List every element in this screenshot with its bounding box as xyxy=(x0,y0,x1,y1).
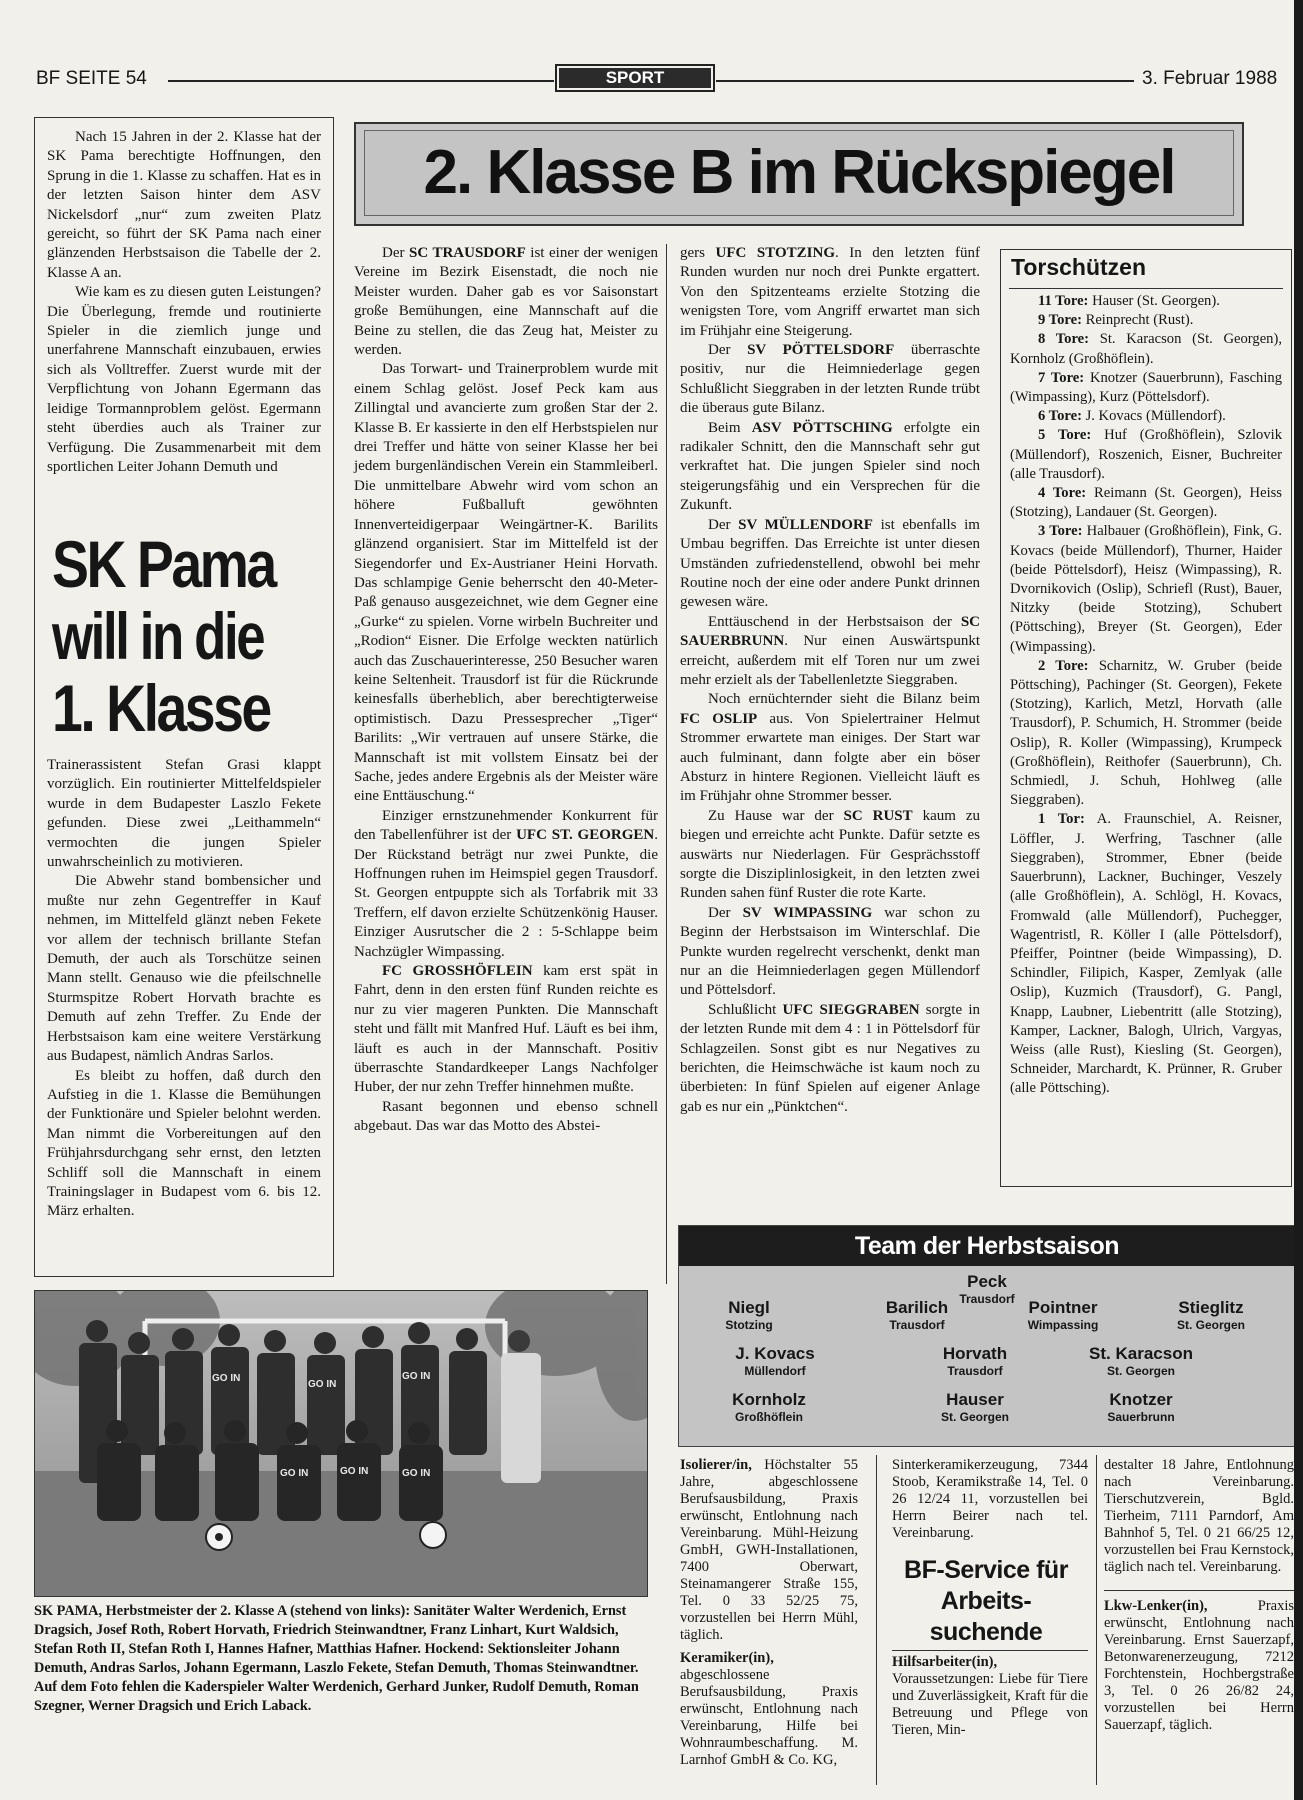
paragraph: Noch ernüchternder sieht die Bilanz beim FC OSLIP aus. Von Spielertrainer Helmut Strommer erwartete man einiges. Der Start war auch fulminant, dann folgte aber ein böser Absturz in hintere Regionen. Vielleicht läuft es im Frühjahr ohne Strommer besser. xyxy=(680,691,981,805)
team-photo-image xyxy=(35,1291,648,1597)
list-item: 5 Tore: Huf (Großhöflein), Szlovik (Müllendorf), Roszenich, Eisner, Buchreiter (alle Trausdorf). xyxy=(1010,427,1282,482)
torschuetzen-box xyxy=(1000,249,1292,1187)
team-player: Peck Trausdorf xyxy=(959,1272,1015,1306)
ad-title: Isolierer/in, xyxy=(680,1457,752,1473)
bf-service-heading: BF-Service für Arbeits- suchende xyxy=(904,1556,1068,1646)
ad-isolierer: Isolierer/in, Höchstalter 55 Jahre, abgeschlossene Berufsausbildung, Praxis erwünscht, Entlohnung nach Vereinbarung. Mühl-Heizung GmbH, GWH-Installationen, 7400 Oberwart, Steinamangerer Straße 155, Tel. 0 33 52/25 75, vorzustellen bei Herrn Mühl, täglich. xyxy=(680,1457,858,1643)
list-item: 2 Tore: Scharnitz, W. Gruber (beide Pöttsching), Pachinger (St. Georgen), Fekete (Stotzing), Karlich, Metzl, Horvath (alle Trausdorf), P. Schumich, H. Strommer (beide Oslip), R. Koller (Wimpassing), Krumpeck (Großhöflein), Reithofer (Sauerbrunn), Ch. Schmiedl, J. Schuh, Hohlweg (alle Sieggraben). xyxy=(1010,657,1282,809)
list-item: 4 Tore: Reimann (St. Georgen), Heiss (Stotzing), Landauer (St. Georgen). xyxy=(1010,485,1282,521)
list-item: 3 Tore: Halbauer (Großhöflein), Fink, G. Kovacs (beide Müllendorf), Thurner, Haider (beide Pöttelsdorf), Heisz (Wimpassing), R. Dvornikovich (Oslip), Schriefl (Rust), Bauer, Nitzky (beide Stotzing), Schubert (Pöttsching), Breyer (St. Georgen), Eder (Wimpassing). xyxy=(1010,523,1282,655)
torschuetzen-title-rule xyxy=(1009,288,1283,289)
pama-body xyxy=(47,756,321,1222)
paragraph: Einziger ernstzunehmender Konkurrent für den Tabellenführer ist der UFC ST. GEORGEN. Der Rückstand beträgt nur zwei Punkte, die Hoffnungen ruhen im Heimspiel gegen Trausdorf. St. Georgen entpuppte sich als Torfabrik mit 33 Treffern, elf davon erzielte Schützenkönig Hauser. Einziger Ausrutscher die 2 : 5-Schlappe beim Nachzügler Wimpassing. xyxy=(354,807,658,960)
team-player: St. Karacson St. Georgen xyxy=(1089,1344,1193,1378)
main-headline-panel xyxy=(364,130,1234,216)
ad-rule xyxy=(892,1650,1088,1651)
shirt-text: GO IN xyxy=(340,1466,369,1477)
page-number: BF SEITE 54 xyxy=(36,68,147,89)
paragraph: Beim ASV PÖTTSCHING erfolgte ein radikaler Schnitt, den die Mannschaft sehr gut verkraftet hat. Die jungen Spieler sind noch steigerungsfähig und ein Versprechen für die Zukunft. xyxy=(680,419,981,514)
team-player: Barilich Trausdorf xyxy=(885,1298,949,1332)
team-photo xyxy=(34,1290,648,1597)
ad-keramiker: Keramiker(in), abgeschlossene Berufsausbildung, Praxis erwünscht, Entlohnung nach Vereinbarung, Hilfe bei Wohnraumbeschaffung. M. Larnhof GmbH & Co. KG, xyxy=(680,1650,858,1768)
team-of-season-box xyxy=(678,1225,1296,1447)
list-item: 11 Tore: Hauser (St. Georgen). xyxy=(1038,293,1220,309)
photo-caption: SK PAMA, Herbstmeister der 2. Klasse A (stehend von links): Sanitäter Walter Werdenich, Ernst Dragsich, Josef Roth, Robert Horvath, Friedrich Steinwandtner, Franz Linhart, Kurt Waldsich, Stefan Roth II, Stefan Roth I, Hannes Hafner, Matthias Hafner. Hockend: Sektionsleiter Johann Demuth, Andras Sarlos, Johann Egermann, Laszlo Fekete, Stefan Demuth, Thomas Steinwandtner. Auf dem Foto fehlen die Kaderspieler Walter Werdenich, Gerhard Junker, Rudolf Demuth, Roman Szegner, Werner Dragsich und Erich Laback. xyxy=(34,1603,639,1714)
shirt-text: GO IN xyxy=(308,1379,337,1390)
ad-title: Lkw-Lenker(in), xyxy=(1104,1598,1208,1614)
paragraph: Trainerassistent Stefan Grasi klappt vorzüglich. Ein routinierter Mittelfeldspieler wurde in dem Budapester Laszlo Fekete gefunden. Diese zwei „Leithammeln“ vermochten die jungen Spieler unwahrscheinlich zu motivieren. xyxy=(47,757,321,871)
pama-headline xyxy=(52,528,322,744)
list-item: 6 Tore: J. Kovacs (Müllendorf). xyxy=(1038,408,1226,425)
paragraph: gers UFC STOTZING. In den letzten fünf Runden wurden nur noch drei Punkte ergattert. Von den Spitzenteams erzielte Stotzing die wenigsten Tore, vom Angriff erwartet man sich im Frühjahr eine Steigerung. xyxy=(680,245,980,339)
shirt-text: GO IN xyxy=(402,1468,431,1479)
pama-headline-line: 1. Klasse xyxy=(52,671,270,745)
section-label: SPORT xyxy=(559,68,711,88)
team-player: Horvath Trausdorf xyxy=(942,1344,1008,1378)
section-label-box xyxy=(555,64,715,92)
paragraph: Der SV PÖTTELSDORF überraschte positiv, nur die Heimniederlage gegen Schlußlicht Sieggraben in der letzten Runde trübt die überaus gute Bilanz. xyxy=(680,342,980,417)
ad-title: Keramiker(in), xyxy=(680,1650,774,1666)
paragraph: Zu Hause war der SC RUST kaum zu biegen und erreichte acht Punkte. Dafür setzte es auswärts nur Niederlagen. Für Gesprächsstoff sorgte die Disziplinlosigkeit, in den letzten zwei Runden sahen fünf Ruster die rote Karte. xyxy=(680,807,981,902)
page-edge xyxy=(1294,0,1303,1800)
pama-intro xyxy=(47,128,321,477)
paragraph: Enttäuschend in der Herbstsaison der SC SAUERBRUNN. Nur einen Auswärtspunkt erreicht, außerdem mit elf Toren nur um zwei mehr erzielt als der Tabellenletzte Sieggraben. xyxy=(680,613,980,688)
header-rule-left xyxy=(168,80,554,82)
paragraph: Nach 15 Jahren in der 2. Klasse hat der SK Pama berechtigte Hoffnungen, den Sprung in die 1. Klasse zu schaffen. Hat es in der letzten Saison hinter dem ASV Nickelsdorf „nur“ zum zweiten Platz gereicht, so führt der SK Pama nach einer glänzenden Herbstsaison die Tabelle der 2. Klasse A an. xyxy=(47,129,321,281)
team-player: Kornholz Großhöflein xyxy=(732,1390,806,1424)
paragraph: Der SV WIMPASSING war schon zu Beginn der Herbstsaison im Winterschlaf. Die Punkte wurden regelrecht verschenkt, denkt man nur an die Heimniederlagen gegen Müllendorf und Pöttelsdorf. xyxy=(680,904,980,999)
column-rule xyxy=(666,244,667,1284)
team-player: Stieglitz St. Georgen xyxy=(1176,1298,1245,1332)
list-item: 8 Tore: St. Karacson (St. Georgen), Kornholz (Großhöflein). xyxy=(1010,331,1282,367)
list-item: 1 Tor: A. Fraunschiel, A. Reisner, Löffler, J. Werfring, Taschner (alle Sieggraben), Strommer, Ebner (beide Sauerbrunn), Lackner, Buchinger, Veszely (alle Großhöflein), A. Schlögl, H. Kovacs, Fromwald (alle Müllendorf), Puchegger, Wagentristl, R. Köller I (alle Pöttelsdorf), Pfeiffer, Pointner (beide Wimpassing), D. Schindler, Filipich, Kasper, Zemlyak (alle Oslip), Kuzmich (Trausdorf), G. Pangl, Knapp, Laubner, Liebentritt (alle Stotzing), Kamper, Lackner, Balogh, Ulrich, Vargyas, Weiss (alle Rust), Kiesling (St. Georgen), Schneider, Marchardt, K. Prünner, R. Gruber (alle Pöttsching). xyxy=(1010,811,1282,1097)
ad-column-rule xyxy=(1096,1455,1097,1785)
ad-title: Hilfsarbeiter(in), xyxy=(892,1654,998,1670)
paragraph: Das Torwart- und Trainerproblem wurde mit einem Schlag gelöst. Josef Peck kam aus Zillingtal und avancierte zum großen Star der 2. Klasse B. Er kassierte in den elf Herbstspielen nur drei Treffer und hätte von seiner Klasse her bei jedem burgenländischen Verein ein Stammleiberl. Die unmittelbare Abwehr wird vom schon an höhere Fußballuft gewöhnten Innenverteidigerpaar Weingärtner-K. Barilits glänzend organisiert. Star im Mittelfeld ist der Siegendorfer und Ex-Austrianer Heini Horvath. Das schlampige Genie beherrscht den 40-Meter-Paß genauso ausgezeichnet, wie dem Gegner eine „Gurke“ zu spielen. Vorne wirbeln Buchreiter und „Rodion“ Eisner. Die Erfolge weckten natürlich auch das Zuschauerinteresse, 250 Besucher waren keine Seltenheit. Trausdorf ist für die Rückrunde keinesfalls überheblich, aber berechtigterweise optimistisch. Dazu Pressesprecher „Tiger“ Barilits: „Wir vertrauen auf unsere Stärke, die Mannschaft ist mit vollstem Einsatz bei der Sache, jedes andere Ergebnis als der Meister wäre eine Enttäuschung.“ xyxy=(354,361,658,805)
torschuetzen-list xyxy=(1010,292,1282,1099)
team-player: J. Kovacs Müllendorf xyxy=(735,1344,815,1378)
ad-column-rule xyxy=(876,1455,877,1785)
ad-sinterkeramik: Sinterkeramikerzeugung, 7344 Stoob, Keramikstraße 14, Tel. 0 26 12/24 11, vorzustellen bei Herrn Beirer nach tel. Vereinbarung. xyxy=(892,1457,1088,1541)
paragraph: FC GROSSHÖFLEIN kam erst spät in Fahrt, denn in den ersten fünf Runden reichte es nur zu vier mageren Punkten. Die Mannschaft steht und fällt mit Manfred Huf. Läuft es bei ihm, läuft es auch in der Mannschaft. Positiv überraschte Standardkeeper Langs Nachfolger Huber, der nur zehn Treffer hinnehmen mußte. xyxy=(354,963,658,1096)
pama-headline-line: will in die xyxy=(52,599,264,673)
paragraph: Der SC TRAUSDORF ist einer der wenigen Vereine im Bezirk Eisenstadt, die noch nie Meister wurden. Daher gab es vor Saisonstart große Bemühungen, eine Mannschaft auf die Beine zu stellen, die das Zeug hat, Meister zu werden. xyxy=(354,245,658,359)
paragraph: Es bleibt zu hoffen, daß durch den Aufstieg in die 1. Klasse die Bemühungen der Funktionäre und Spieler belohnt werden. Man nimmt die Vorbereitungen auf den Frühjahrsdurchgang sehr ernst, den letzten Schliff soll die Mannschaft in einem Trainingslager in Budapest vom 6. bis 12. März erhalten. xyxy=(47,1067,321,1220)
team-player: Niegl Stotzing xyxy=(725,1298,773,1332)
paragraph: Wie kam es zu diesen guten Leistungen? Die Überlegung, fremde und routinierte Spieler in die ziemlich junge und unerfahrene Mannschaft einzubauen, erwies sich als Volltreffer. Zuerst wurde mit der Verpflichtung von Johann Egermann das leidige Tormannproblem gelöst. Egermann steht überdies auch als Trainer zur Verfügung. Die Zusammenarbeit mit dem sportlichen Leiter Johann Demuth und xyxy=(47,284,321,475)
ad-tierheim: destalter 18 Jahre, Entlohnung nach Vereinbarung. Tierschutzverein, Bgld. Tierheim, 7111 Parndorf, Am Bahnhof 5, Tel. 0 21 66/25 12, vorzustellen bei Frau Kernstock, täglich nach tel. Vereinbarung. xyxy=(1104,1457,1294,1575)
main-headline-box xyxy=(354,122,1244,226)
header-rule-right xyxy=(716,80,1134,82)
team-player: Knotzer Sauerbrunn xyxy=(1107,1390,1175,1424)
shirt-text: GO IN xyxy=(402,1371,431,1382)
list-item: 9 Tore: Reinprecht (Rust). xyxy=(1038,312,1194,329)
issue-date: 3. Februar 1988 xyxy=(1142,68,1278,89)
team-of-season-title: Team der Herbstsaison xyxy=(679,1226,1295,1266)
list-item: 7 Tore: Knotzer (Sauerbrunn), Fasching (Wimpassing), Kurz (Pöttelsdorf). xyxy=(1010,369,1282,406)
pama-headline-line: SK Pama xyxy=(52,527,275,601)
team-player: Hauser St. Georgen xyxy=(940,1390,1009,1424)
ad-hilfsarbeiter: Hilfsarbeiter(in), Voraussetzungen: Liebe für Tiere und Zuverlässigkeit, Kraft für die Betreuung und Pflege von Tieren, Min- xyxy=(892,1654,1088,1738)
team-player: Pointner Wimpassing xyxy=(1027,1298,1099,1332)
paragraph: Die Abwehr stand bombensicher und mußte nur zehn Gegentreffer in Kauf nehmen, im Mittelfeld glänzt neben Fekete vor allem der technisch brillante Stefan Demuth, der auch als Torschütze seinen Mann stellt. Genauso wie die pfeilschnelle Sturmspitze Robert Horvath brachte es Demuth auf zehn Treffer. Zu Ende der Herbstsaison kam eine weitere Verstärkung aus Budapest, nämlich Andras Sarlos. xyxy=(47,873,321,1065)
article-column-2 xyxy=(354,244,658,1137)
shirt-text: GO IN xyxy=(212,1373,241,1384)
paragraph: Der SV MÜLLENDORF ist ebenfalls im Umbau begriffen. Das Erreichte ist unter diesen Umständen zufriedenstellend, obwohl bei mehr Routine noch der eine oder andere Punkt drinnen gewesen wäre. xyxy=(680,516,980,611)
paragraph: Schlußlicht UFC SIEGGRABEN sorgte in der letzten Runde mit dem 4 : 1 in Pöttelsdorf für Schlagzeilen. Sonst gibt es nur Negatives zu berichten, die Heimschwäche ist kaum noch zu überbieten: In fünf Spielen auf eigener Anlage gab es nur ein „Pünktchen“. xyxy=(680,1001,980,1115)
shirt-text: GO IN xyxy=(280,1468,309,1479)
main-headline: 2. Klasse B im Rückspiegel xyxy=(423,138,1175,207)
ad-rule xyxy=(1104,1590,1294,1591)
paragraph: Rasant begonnen und ebenso schnell abgebaut. Das war das Motto des Abstei- xyxy=(354,1098,658,1135)
torschuetzen-title: Torschützen xyxy=(1011,254,1147,280)
article-column-3 xyxy=(680,244,980,1117)
ad-lkw-lenker: Lkw-Lenker(in), Praxis erwünscht, Entlohnung nach Vereinbarung. Ernst Sauerzapf, Betonwarenerzeugung, 7212 Forchtenstein, Hochbergstraße 3, Tel. 0 26 26/82 24, vorzustellen bei Herrn Sauerzapf, täglich. xyxy=(1104,1598,1294,1733)
